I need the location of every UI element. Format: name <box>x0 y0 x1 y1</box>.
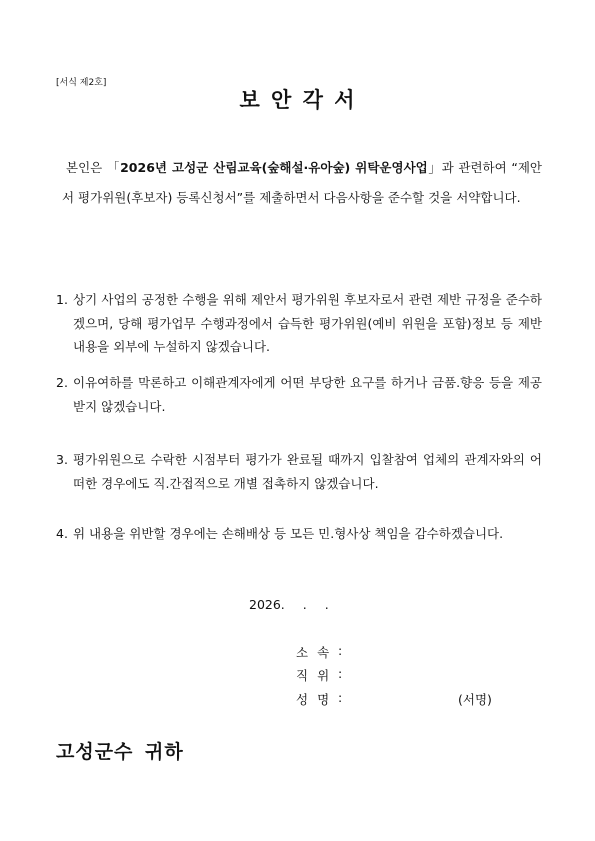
item-text: 상기 사업의 공정한 수행을 위해 제안서 평가위원 후보자로서 관련 제반 규정을 준수하겠으며, 당해 평가업무 수행과정에서 습득한 평가위원(예비 위원을 포함)정보 등 제반내용을 외부에 누설하지 않겠습니다. <box>73 292 542 354</box>
item-number: 1. <box>56 292 68 307</box>
signature-note: (서명) <box>458 692 492 707</box>
intro-part1: 본인은 「 <box>66 160 121 175</box>
affiliation-label: 소속 <box>296 645 339 660</box>
pledge-item <box>56 371 542 418</box>
addressee: 고성군수 귀하 <box>56 741 184 763</box>
document-title: 보 안 각 서 <box>239 88 356 112</box>
form-number: [서식 제2호] <box>56 78 107 88</box>
item-number: 3. <box>56 452 68 467</box>
item-text: 평가위원으로 수락한 시점부터 평가가 완료될 때까지 입찰참여 업체의 관계자와의 어떠한 경우에도 직.간접적으로 개별 접촉하지 않겠습니다. <box>73 452 542 491</box>
intro-part2: 」과 관련하여 “제안서 평가위원(후보자) 등록신청서”를 제출하면서 다음사항을 준수할 것을 서약합니다. <box>62 160 542 205</box>
item-number: 4. <box>56 526 68 541</box>
pledge-item <box>56 288 542 359</box>
colon: : <box>338 666 343 681</box>
intro-paragraph <box>62 153 542 213</box>
colon: : <box>338 643 343 658</box>
item-number: 2. <box>56 375 68 390</box>
pledge-item <box>56 522 542 546</box>
name-row <box>290 690 510 710</box>
pledge-item <box>56 448 542 495</box>
date-line: 2026. . . <box>249 597 329 612</box>
item-text: 위 내용을 위반할 경우에는 손해배상 등 모든 민.형사상 책임을 감수하겠습니다. <box>73 526 504 541</box>
name-label: 성명 <box>296 692 339 707</box>
colon: : <box>338 690 343 705</box>
affiliation-row <box>290 643 510 663</box>
position-row <box>290 666 510 686</box>
project-name: 2026년 고성군 산림교육(숲해설·유아숲) 위탁운영사업 <box>120 160 428 175</box>
position-label: 직위 <box>296 668 339 683</box>
item-text: 이유여하를 막론하고 이해관계자에게 어떤 부당한 요구를 하거나 금품.향응 등을 제공받지 않겠습니다. <box>73 375 542 414</box>
